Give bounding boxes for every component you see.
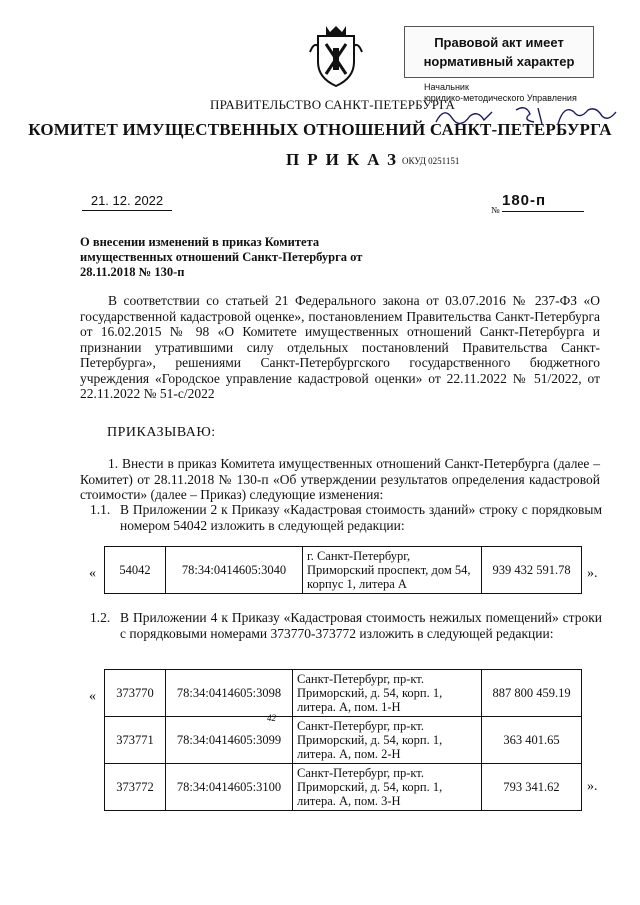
row-number-cell: 373772 <box>105 764 166 811</box>
coat-of-arms-icon <box>308 22 364 92</box>
address-cell: Санкт-Петербург, пр-кт. Приморский, д. 54, корп. 1, литера. А, пом. 1-Н <box>293 670 482 717</box>
cadastral-number-cell: 78:34:0414605:3100 <box>166 764 293 811</box>
document-date: 21. 12. 2022 <box>82 193 172 211</box>
stamp-line-2: нормативный характер <box>423 54 575 69</box>
cadastral-value-cell: 793 341.62 <box>482 764 582 811</box>
order-word: ПРИКАЗЫВАЮ: <box>107 425 216 440</box>
row-number-cell: 373770 <box>105 670 166 717</box>
subitem-1-2-number: 1.2. <box>90 610 111 625</box>
table1-open-quote: « <box>89 566 96 581</box>
address-cell: г. Санкт-Петербург, Приморский проспект, дом 54, корпус 1, литера А <box>303 547 482 594</box>
buildings-table <box>104 546 582 594</box>
stamp-line-1: Правовой акт имеет <box>434 35 564 50</box>
document-number: 180-п <box>502 192 584 212</box>
table2-open-quote: « <box>89 689 96 704</box>
cadastral-number-cell: 78:34:0414605:3098 <box>166 670 293 717</box>
table2-close-quote: ». <box>587 779 598 794</box>
premises-table <box>104 669 582 811</box>
cadastral-number-cell: 78:34:0414605:3099 <box>166 717 293 764</box>
government-name: ПРАВИТЕЛЬСТВО САНКТ-ПЕТЕРБУРГА <box>210 97 456 112</box>
document-subject: О внесении изменений в приказ Комитета имущественных отношений Санкт-Петербурга от 28.11.2018 № 130-п <box>80 235 363 279</box>
approval-department: юридико-методического Управления <box>424 93 577 103</box>
table1-close-quote: ». <box>587 566 598 581</box>
cadastral-value-cell: 363 401.65 <box>482 717 582 764</box>
address-cell: Санкт-Петербург, пр-кт. Приморский, д. 54, корп. 1, литера. А, пом. 3-Н <box>293 764 482 811</box>
committee-name: КОМИТЕТ ИМУЩЕСТВЕННЫХ ОТНОШЕНИЙ САНКТ-ПЕТЕРБУРГА <box>28 120 612 139</box>
legal-act-stamp <box>404 26 594 78</box>
okud-code: ОКУД 0251151 <box>402 156 460 166</box>
subitem-1-1-text: В Приложении 2 к Приказу «Кадастровая стоимость зданий» строку с порядковым номером 54042 изложить в следующей редакции: <box>120 502 602 533</box>
cadastral-number-cell: 78:34:0414605:3040 <box>166 547 303 594</box>
table-row <box>105 547 582 594</box>
table-row <box>105 670 582 717</box>
address-cell: Санкт-Петербург, пр-кт. Приморский, д. 54, корп. 1, литера. А, пом. 2-Н <box>293 717 482 764</box>
row-number-cell: 54042 <box>105 547 166 594</box>
subitem-1-1 <box>90 502 602 533</box>
preamble-paragraph: В соответствии со статьей 21 Федерального закона от 03.07.2016 № 237-ФЗ «О государственной кадастровой оценке», постановлением Правительства Санкт-Петербурга от 16.02.2015 № 98 «О Комитете имущественных отношений Санкт-Петербурга и признании утратившими силу отдельных постановлений Правительства Санкт-Петербурга», решениями Санкт-Петербургского государственного бюджетного учреждения «Городское управление кадастровой оценки» от 22.11.2022 № 51/2022, от 22.11.2022 № 51-с/2022 <box>80 293 600 401</box>
margin-mark: 42 <box>267 713 276 723</box>
approval-title: Начальник <box>424 82 469 92</box>
table-row <box>105 717 582 764</box>
subitem-1-2-text: В Приложении 4 к Приказу «Кадастровая стоимость нежилых помещений» строки с порядковыми номерами 373770-373772 изложить в следующей редакции: <box>120 610 602 641</box>
item-1-paragraph: 1. Внести в приказ Комитета имущественных отношений Санкт-Петербурга (далее – Комитет) от 28.11.2018 № 130-п «Об утверждении результатов определения кадастровой стоимости» (далее – Приказ) следующие изменения: <box>80 456 600 502</box>
subitem-1-1-number: 1.1. <box>90 502 111 517</box>
document-type: ПРИКАЗ <box>286 150 404 169</box>
subitem-1-2 <box>90 610 602 641</box>
cadastral-value-cell: 887 800 459.19 <box>482 670 582 717</box>
table-row <box>105 764 582 811</box>
row-number-cell: 373771 <box>105 717 166 764</box>
number-sign: № <box>491 205 500 215</box>
cadastral-value-cell: 939 432 591.78 <box>482 547 582 594</box>
